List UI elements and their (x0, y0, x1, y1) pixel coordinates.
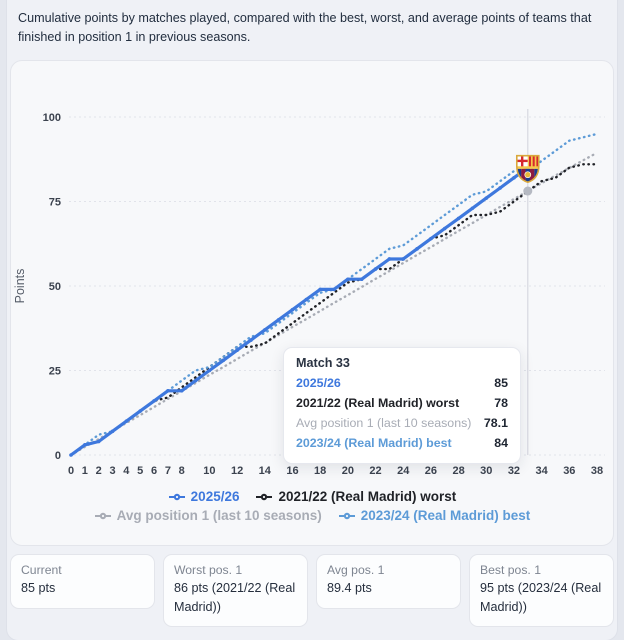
legend-label: 2021/22 (Real Madrid) worst (278, 489, 457, 505)
tooltip-row (296, 434, 508, 454)
hover-tooltip (283, 347, 521, 463)
summary-cards (10, 554, 614, 627)
legend-label: 2025/26 (190, 489, 240, 505)
legend-row (168, 489, 457, 504)
chart-panel (10, 60, 614, 546)
cumulative-points-widget (6, 0, 618, 640)
svg-text:50: 50 (48, 281, 61, 294)
card-label: Best pos. 1 (480, 563, 541, 578)
svg-text:75: 75 (48, 196, 61, 209)
svg-text:Points: Points (13, 268, 27, 304)
legend-label: 2023/24 (Real Madrid) best (360, 508, 531, 524)
svg-text:24: 24 (397, 465, 410, 478)
tooltip-title: Match 33 (296, 356, 350, 371)
svg-text:26: 26 (424, 465, 438, 478)
svg-text:0: 0 (54, 450, 61, 463)
svg-text:12: 12 (230, 465, 244, 478)
tooltip-series-label: 2023/24 (Real Madrid) best (296, 435, 452, 450)
fc-barcelona-crest-icon (517, 156, 539, 183)
svg-text:38: 38 (590, 465, 604, 478)
svg-text:22: 22 (369, 465, 382, 478)
legend-marker-icon (94, 511, 112, 521)
legend-marker-icon (168, 492, 186, 502)
card-value: 89.4 pts (327, 581, 372, 596)
svg-text:28: 28 (452, 465, 465, 478)
card-value: 86 pts (2021/22 (Real Madrid)) (174, 581, 296, 614)
svg-text:2: 2 (95, 465, 102, 478)
svg-text:100: 100 (42, 112, 61, 125)
card-best-pos-1 (469, 554, 614, 627)
svg-text:20: 20 (341, 465, 354, 478)
chart-description: Cumulative points by matches played, compared with the best, worst, and average points of teams that finished in position 1 in previous seasons. (18, 11, 592, 45)
svg-text:7: 7 (164, 465, 171, 478)
card-worst-pos-1 (163, 554, 308, 627)
legend-item-series-2[interactable] (94, 508, 322, 523)
legend-row (94, 508, 531, 523)
svg-text:5: 5 (137, 465, 144, 478)
card-label: Avg pos. 1 (327, 563, 385, 578)
card-label: Worst pos. 1 (174, 563, 243, 578)
tooltip-series-value: 84 (494, 435, 508, 450)
card-value: 85 pts (21, 581, 56, 596)
svg-text:0: 0 (67, 465, 75, 478)
tooltip-series-label: 2025/26 (296, 376, 341, 391)
svg-text:3: 3 (109, 465, 116, 478)
legend-label: Avg position 1 (last 10 seasons) (116, 508, 322, 524)
svg-text:34: 34 (535, 465, 548, 478)
svg-text:14: 14 (258, 465, 271, 478)
card-value: 95 pts (2023/24 (Real Madrid)) (480, 581, 602, 614)
legend-item-series-0[interactable] (168, 489, 240, 504)
tooltip-series-label: 2021/22 (Real Madrid) worst (296, 396, 460, 411)
tooltip-series-value: 85 (494, 376, 508, 391)
svg-text:32: 32 (507, 465, 521, 478)
svg-text:10: 10 (203, 465, 216, 478)
tooltip-row (296, 374, 508, 394)
svg-text:16: 16 (286, 465, 299, 478)
legend-item-series-1[interactable] (255, 489, 456, 504)
tooltip-row (296, 394, 508, 414)
card-current (10, 554, 155, 608)
svg-text:18: 18 (314, 465, 327, 478)
svg-text:30: 30 (480, 465, 493, 478)
svg-text:1: 1 (81, 465, 88, 478)
legend-marker-icon (338, 511, 356, 521)
tooltip-series-value: 78.1 (483, 415, 508, 430)
legend-item-series-3[interactable] (338, 508, 531, 523)
svg-text:36: 36 (563, 465, 576, 478)
svg-text:6: 6 (150, 465, 158, 478)
tooltip-series-value: 78 (494, 396, 508, 411)
card-avg-pos-1 (316, 554, 461, 608)
card-label: Current (21, 563, 62, 578)
svg-text:8: 8 (178, 465, 185, 478)
tooltip-row (296, 414, 508, 434)
svg-text:4: 4 (123, 465, 130, 478)
tooltip-series-label: Avg position 1 (last 10 seasons) (296, 415, 472, 430)
svg-text:25: 25 (48, 365, 61, 378)
chart-legend (11, 489, 613, 523)
legend-marker-icon (255, 492, 273, 502)
